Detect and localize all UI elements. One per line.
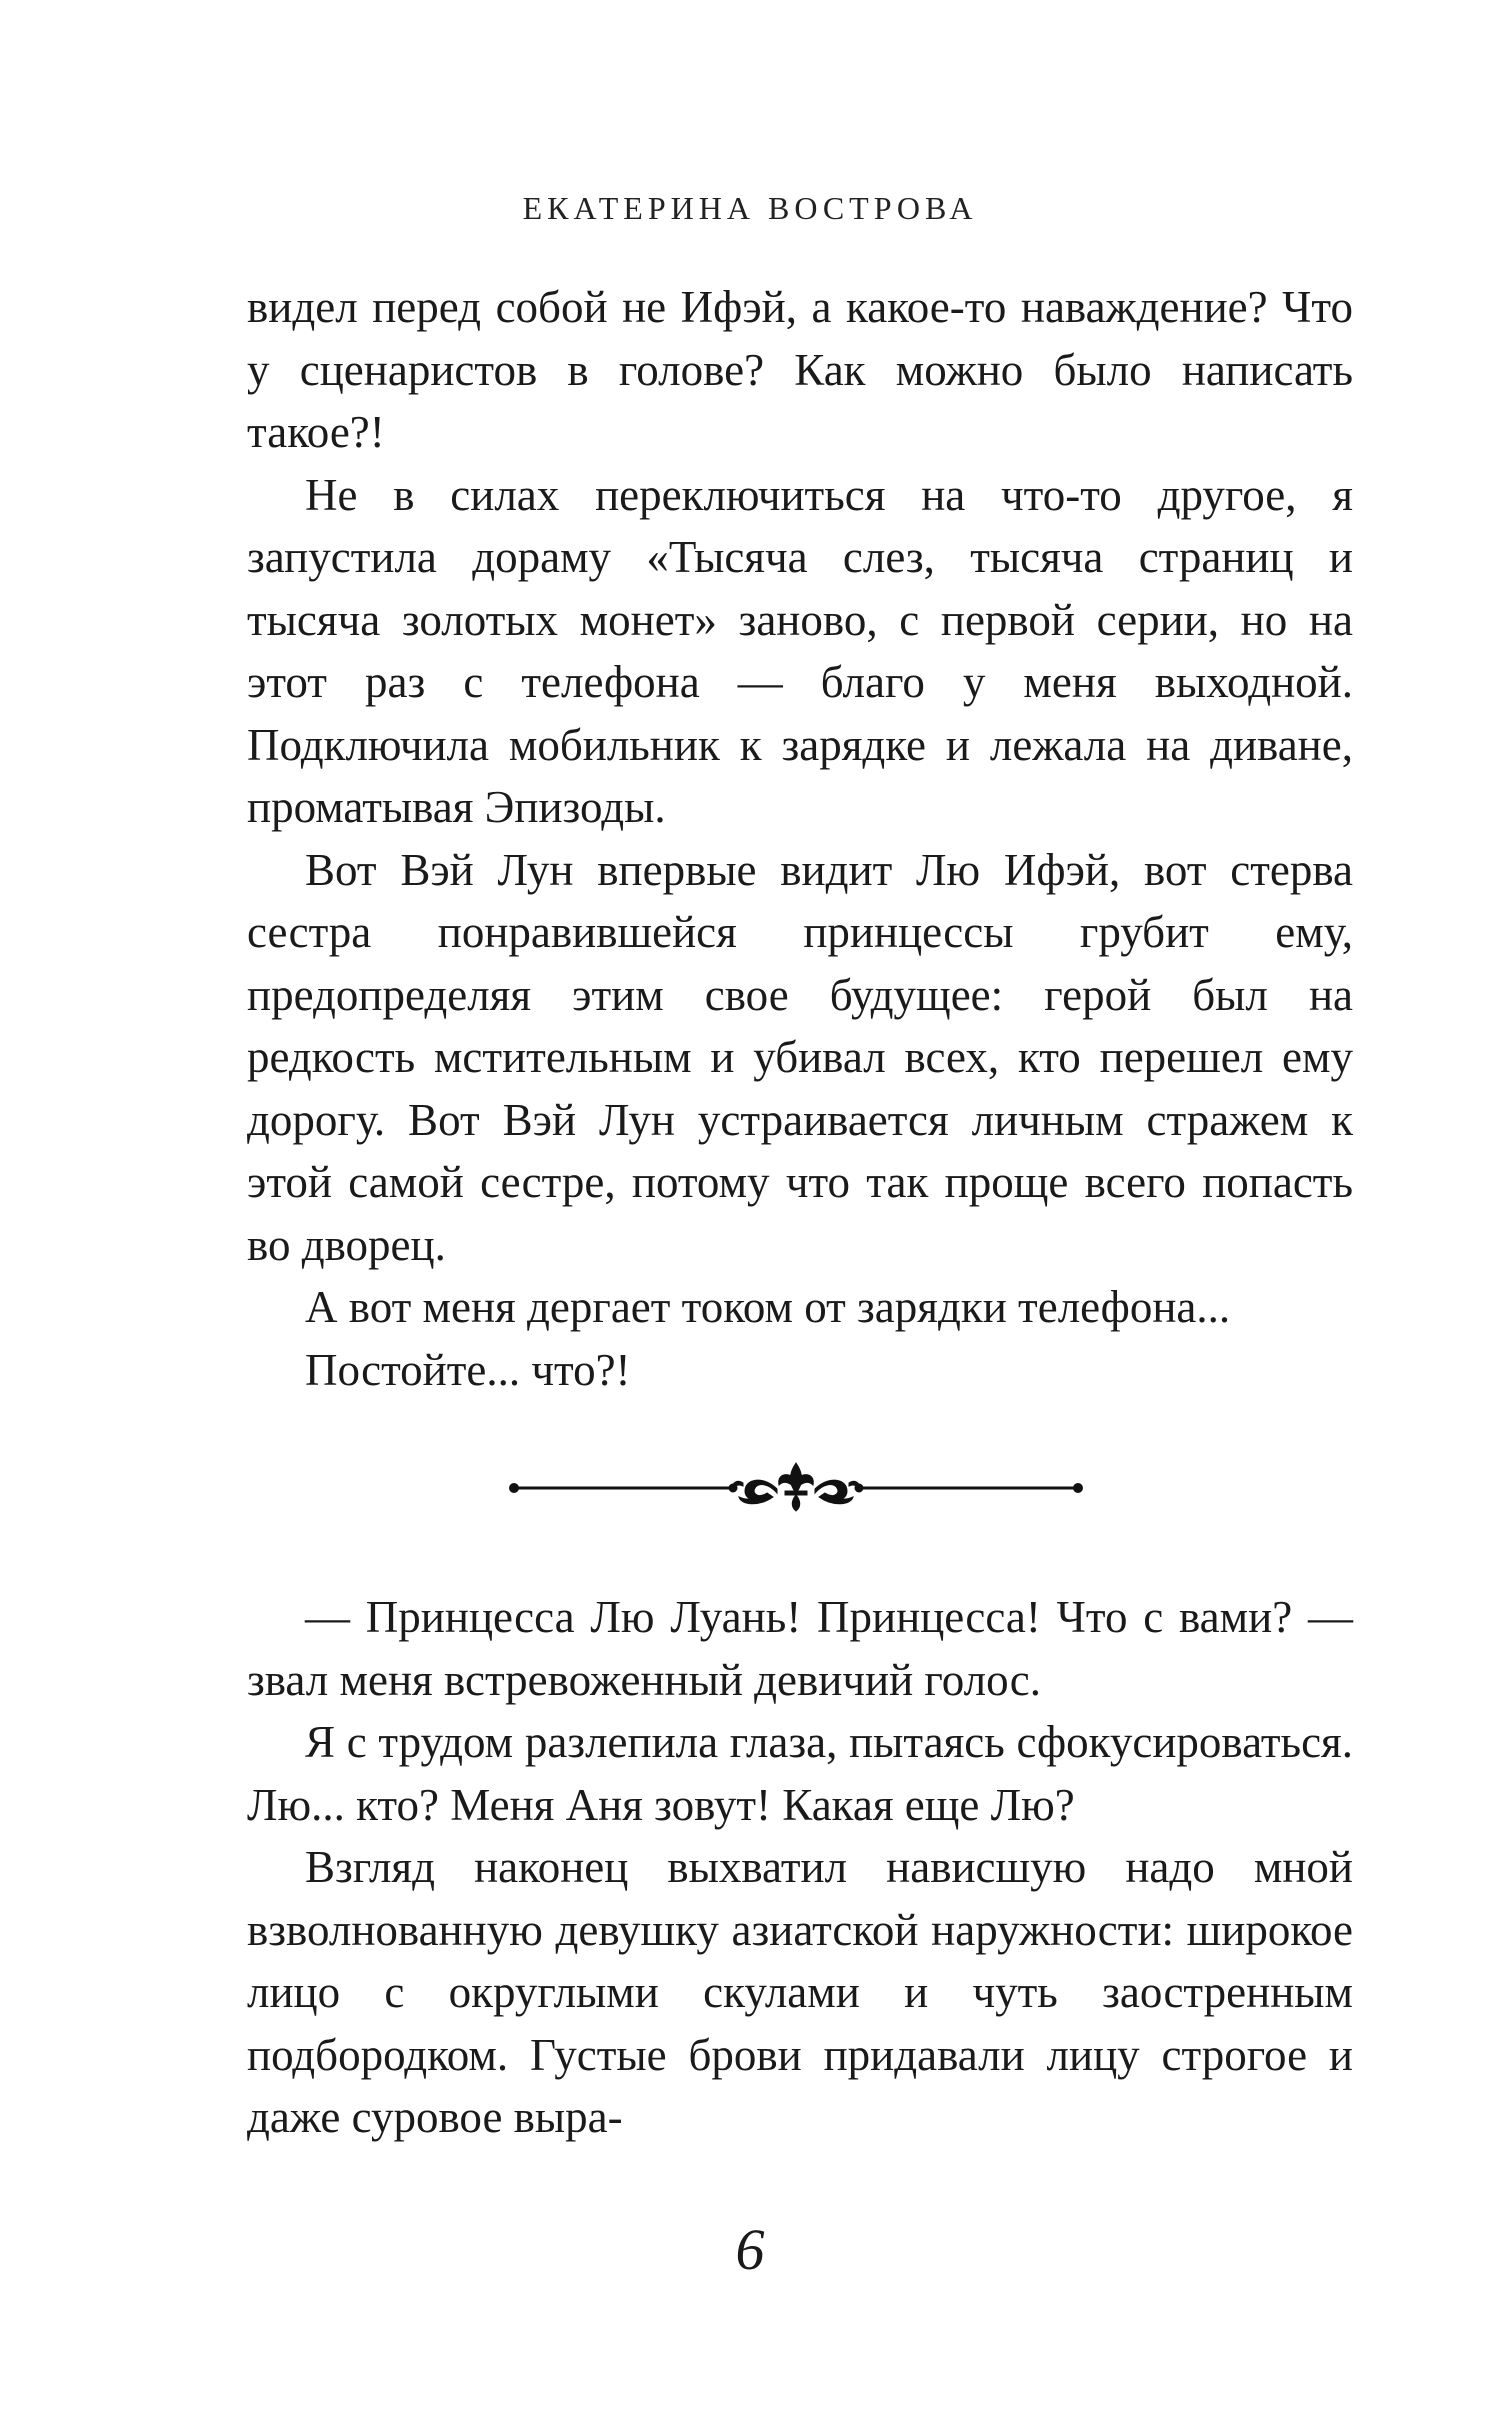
paragraph: Взгляд наконец выхватил нависшую надо мной взволнованную девушку азиатской наружности: широкое лицо с округлыми скулами и чуть заостренным подбородком. Густые брови придавали лицу строгое и даже суровое выра- <box>247 1842 1353 2142</box>
paragraph: Постойте... что?! <box>305 1344 631 1395</box>
paragraph: видел перед собой не Ифэй, а какое-то наваждение? Что у сценаристов в голове? Как можно было написать такое?! <box>247 282 1353 457</box>
text-section-2 <box>247 1586 1353 2149</box>
running-head: ЕКАТЕРИНА ВОСТРОВА <box>522 190 978 226</box>
fleuron-ornament-icon <box>505 1453 1087 1523</box>
page-number: 6 <box>735 2217 765 2282</box>
paragraph: — Принцесса Лю Луань! Принцесса! Что с вами? — звал меня встревоженный девичий голос. <box>247 1592 1353 1705</box>
paragraph: Я с трудом разлепила глаза, пытаясь сфокусироваться. Лю... кто? Меня Аня зовут! Какая еще Лю? <box>247 1717 1353 1830</box>
paragraph: Не в силах переключиться на что-то другое, я запустила дораму «Тысяча слез, тысяча страниц и тысяча золотых монет» заново, с первой серии, но на этот раз с телефона — благо у меня выходной. Подключила мобильник к зарядке и лежала на диване, проматывая Эпизоды. <box>247 469 1353 832</box>
text-section-1 <box>247 276 1353 1401</box>
paragraph: Вот Вэй Лун впервые видит Лю Ифэй, вот стерва сестра понравившейся принцессы грубит ему, предопределяя этим свое будущее: герой был на редкость мстительным и убивал всех, кто перешел ему дорогу. Вот Вэй Лун устраивается личным стражем к этой самой сестре, потому что так проще всего попасть во дворец. <box>247 844 1353 1270</box>
paragraph: А вот меня дергает током от зарядки телефона... <box>305 1282 1231 1332</box>
